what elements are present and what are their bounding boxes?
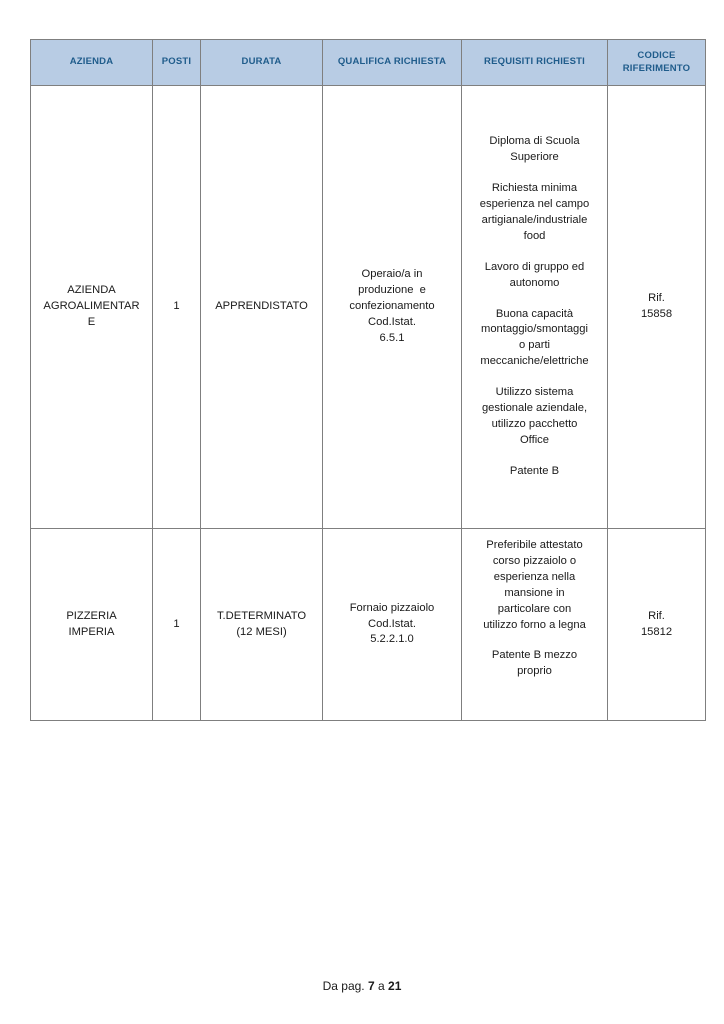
codice-line2: 15858	[640, 308, 673, 320]
requisiti-line: esperienza nella	[493, 570, 576, 583]
qualifica-line3: confezionamento	[349, 300, 435, 313]
durata-line2: (12 MESI)	[236, 625, 287, 638]
cell-posti: 1	[153, 86, 201, 529]
azienda-line3: E	[87, 315, 96, 328]
requisiti-line: Richiesta minima	[491, 182, 578, 195]
requisiti-line: Patente B	[509, 464, 560, 477]
footer-from-page: 7	[367, 979, 375, 993]
azienda-line2: IMPERIA	[68, 625, 115, 638]
requisiti-line: esperienza nel campo	[479, 198, 590, 211]
column-header-codice-line2: RIFERIMENTO	[622, 62, 691, 74]
cell-durata	[201, 86, 323, 529]
azienda-line2: AGROALIMENTAR	[43, 300, 140, 313]
requisiti-paragraph	[467, 385, 602, 449]
requisiti-line: mansione in	[504, 586, 565, 599]
requisiti-paragraph	[467, 134, 602, 166]
durata-line1: T.DETERMINATO	[216, 609, 307, 622]
requisiti-line: Patente B mezzo	[491, 649, 578, 662]
requisiti-line: proprio	[517, 665, 552, 678]
cell-qualifica	[323, 529, 462, 721]
column-header-posti: POSTI	[153, 40, 201, 86]
requisiti-paragraph	[467, 260, 602, 292]
requisiti-line: artigianale/industriale	[481, 213, 588, 226]
requisiti-line: food	[523, 229, 546, 242]
requisiti-paragraph	[467, 538, 602, 633]
qualifica-line1: Operaio/a in	[361, 268, 423, 281]
column-header-azienda: AZIENDA	[31, 40, 153, 86]
footer-to-page: 21	[388, 979, 402, 993]
requisiti-line: particolare con	[497, 602, 572, 615]
table-header-row	[31, 40, 706, 86]
column-header-codice-riferimento	[608, 40, 706, 86]
codice-line2: 15812	[640, 625, 673, 638]
requisiti-line: o parti	[518, 339, 551, 352]
column-header-qualifica: QUALIFICA RICHIESTA	[323, 40, 462, 86]
table-row	[31, 529, 706, 721]
azienda-line1: AZIENDA	[67, 284, 116, 297]
requisiti-line: utilizzo pacchetto	[491, 417, 578, 430]
cell-requisiti	[462, 86, 608, 529]
durata-line1: APPRENDISTATO	[215, 300, 308, 313]
cell-posti: 1	[153, 529, 201, 721]
footer-middle: a	[378, 979, 385, 993]
cell-azienda	[31, 529, 153, 721]
requisiti-line: montaggio/smontaggi	[481, 323, 588, 336]
requisiti-line: utilizzo forno a legna	[483, 618, 586, 631]
qualifica-line4: Cod.Istat.	[368, 315, 416, 328]
requisiti-line: Preferibile attestato	[486, 539, 583, 551]
qualifica-line3: 5.2.2.1.0	[370, 633, 414, 646]
codice-line1: Rif.	[648, 292, 665, 305]
column-header-durata: DURATA	[201, 40, 323, 86]
table-row	[31, 86, 706, 529]
requisiti-paragraph	[467, 181, 602, 245]
requisiti-line: Buona capacità	[495, 307, 574, 320]
job-offers-table	[30, 39, 706, 721]
page-footer	[0, 979, 724, 993]
requisiti-line: gestionale aziendale,	[481, 402, 588, 415]
qualifica-line2: Cod.Istat.	[368, 617, 416, 630]
cell-azienda	[31, 86, 153, 529]
requisiti-line: Office	[519, 433, 550, 446]
requisiti-paragraph	[467, 464, 602, 480]
requisiti-line: autonomo	[509, 276, 560, 289]
footer-prefix: Da pag.	[322, 979, 365, 993]
qualifica-line5: 6.5.1	[379, 331, 405, 344]
cell-codice-riferimento	[608, 86, 706, 529]
cell-qualifica	[323, 86, 462, 529]
requisiti-paragraph	[467, 648, 602, 680]
cell-codice-riferimento	[608, 529, 706, 721]
requisiti-line: Lavoro di gruppo ed	[484, 260, 585, 273]
cell-requisiti	[462, 529, 608, 721]
requisiti-line: Diploma di Scuola	[489, 135, 580, 148]
requisiti-line: Superiore	[510, 151, 559, 164]
qualifica-line2: produzione e	[358, 284, 426, 297]
requisiti-line: Utilizzo sistema	[495, 386, 574, 399]
codice-line1: Rif.	[648, 609, 665, 622]
azienda-line1: PIZZERIA	[66, 609, 117, 622]
column-header-requisiti: REQUISITI RICHIESTI	[462, 40, 608, 86]
requisiti-line: corso pizzaiolo o	[492, 554, 577, 567]
qualifica-line1: Fornaio pizzaiolo	[349, 601, 435, 614]
requisiti-paragraph	[467, 307, 602, 371]
requisiti-line: meccaniche/elettriche	[480, 355, 589, 368]
column-header-codice-line1: CODICE	[637, 49, 676, 61]
cell-durata	[201, 529, 323, 721]
